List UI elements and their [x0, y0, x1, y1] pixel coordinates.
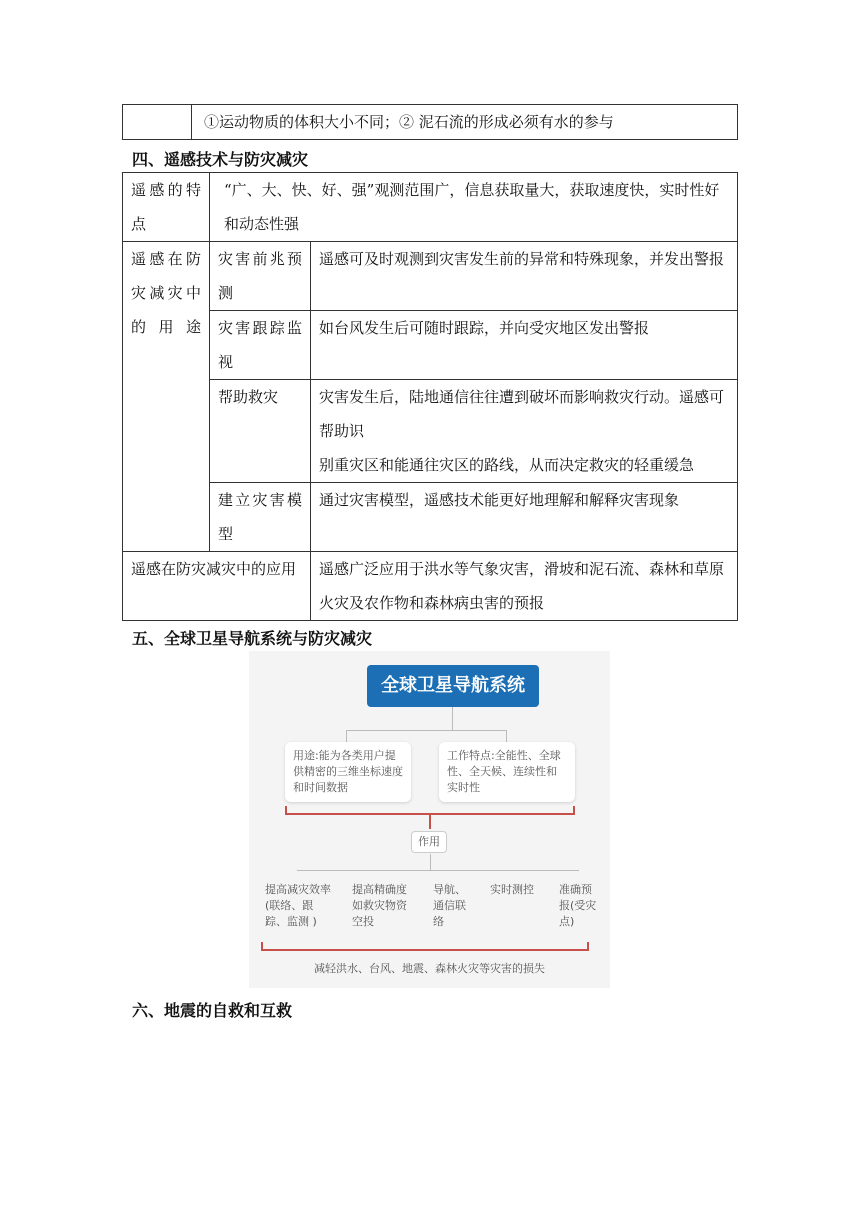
use-label: 遥感在防灾减灾中的用途 [123, 242, 210, 552]
diagram-title: 全球卫星导航系统 [367, 665, 539, 707]
leaf-1: 提高减灾效率(联络、跟踪、监测 ) [265, 883, 331, 928]
use-label-4: 建立灾害模型 [210, 483, 311, 552]
use-label-3: 帮助救灾 [210, 380, 311, 483]
features-label: 遥感的特点 [123, 173, 210, 242]
use-label-2: 灾害跟踪监视 [210, 311, 311, 380]
application-label: 遥感在防灾减灾中的应用 [123, 552, 311, 621]
leaf-4: 实时测控 [490, 883, 534, 896]
use-card: 用途:能为各类用户提供精密的三维坐标速度和时间数据 [285, 742, 411, 802]
section4-heading: 四、遥感技术与防灾减灾 [132, 150, 309, 169]
connector [346, 730, 347, 742]
leaf-3: 导航、通信联络 [433, 883, 466, 928]
bracket [261, 942, 263, 951]
connector [430, 854, 431, 870]
use-text-3-line1: 灾害发生后，陆地通信往往遭到破坏而影响救灾行动。遥感可帮助识 [319, 388, 725, 440]
application-text: 遥感广泛应用于洪水等气象灾害，滑坡和泥石流、森林和草原火灾及农作物和森林病虫害的预报 [311, 552, 738, 621]
connector [452, 707, 453, 731]
bracket [587, 942, 589, 951]
use-text-3 [311, 380, 738, 483]
feature-card: 工作特点:全能性、全球性、全天候、连续性和实时性 [439, 742, 575, 802]
use-text-3-line2: 别重灾区和能通往灾区的路线，从而决定救灾的轻重缓急 [319, 456, 695, 474]
features-text: “广、大、快、好、强”观测范围广，信息获取量大，获取速度快，实时性好和动态性强 [210, 173, 738, 242]
top-table-cell: ①运动物质的体积大小不同；② 泥石流的形成必须有水的参与 [192, 105, 738, 140]
bracket [285, 806, 287, 815]
use-text-4: 通过灾害模型，遥感技术能更好地理解和解释灾害现象 [311, 483, 738, 552]
remote-sensing-table [122, 172, 738, 621]
use-text-1: 遥感可及时观测到灾害发生前的异常和特殊现象，并发出警报 [311, 242, 738, 311]
table-row [123, 311, 738, 380]
table-row [123, 173, 738, 242]
connector [297, 870, 579, 871]
connector [506, 730, 507, 742]
top-table-empty-cell [123, 105, 192, 140]
top-table [122, 104, 738, 140]
section5-heading: 五、全球卫星导航系统与防灾减灾 [132, 629, 373, 648]
use-label-1: 灾害前兆预测 [210, 242, 311, 311]
section6-heading: 六、地震的自救和互救 [132, 1001, 293, 1020]
table-row [123, 380, 738, 483]
table-row [123, 552, 738, 621]
bracket [429, 815, 431, 829]
gnss-diagram [249, 651, 610, 988]
table-row [123, 242, 738, 311]
bracket [573, 806, 575, 815]
connector [346, 730, 506, 731]
leaf-2: 提高精确度如救灾物资空投 [352, 883, 407, 928]
use-text-2: 如台风发生后可随时跟踪，并向受灾地区发出警报 [311, 311, 738, 380]
bracket [261, 949, 589, 951]
center-node: 作用 [411, 831, 447, 853]
diagram-footer: 减轻洪水、台风、地震、森林火灾等灾害的损失 [314, 962, 545, 975]
leaf-5: 准确预报(受灾点) [559, 883, 597, 928]
table-row [123, 483, 738, 552]
